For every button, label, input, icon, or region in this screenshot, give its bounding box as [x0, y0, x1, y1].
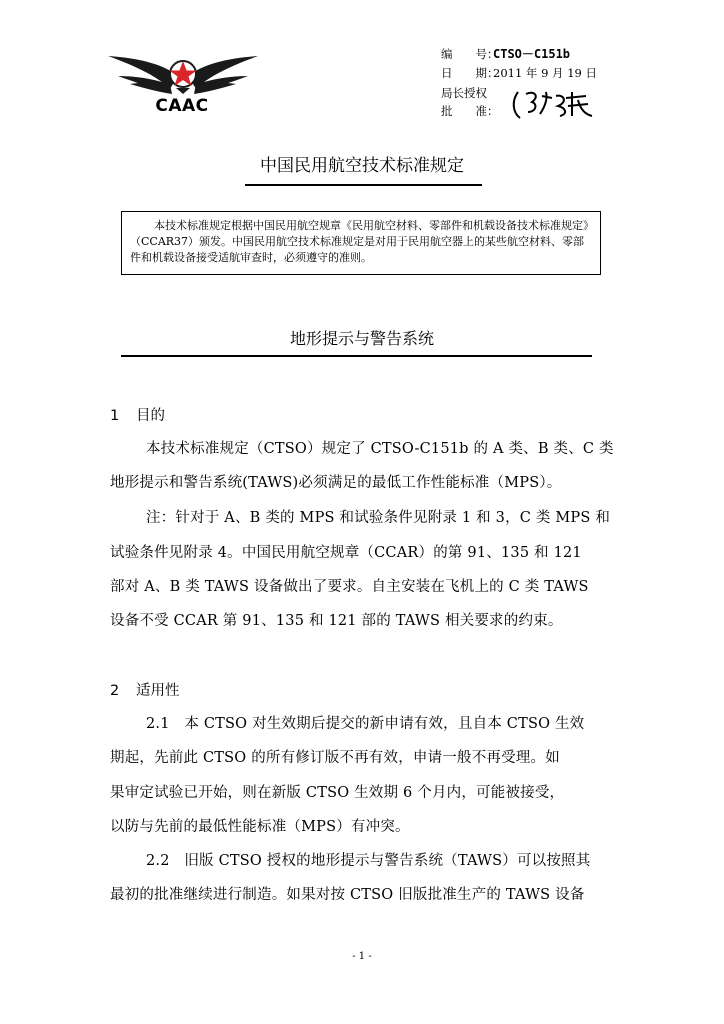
section-number: 1 [110, 408, 120, 424]
page-number: - 1 - [352, 951, 372, 962]
body-line: 试验条件见附录 4。中国民用航空规章（CCAR）的第 91、135 和 121 [110, 545, 582, 561]
body-line: 本技术标准规定（CTSO）规定了 CTSO-C151b 的 A 类、B 类、C 类 [146, 441, 614, 457]
section-number: 2 [110, 683, 120, 699]
section-title: 适用性 [136, 683, 180, 699]
body-line: 果审定试验已开始，则在新版 CTSO 生效期 6 个月内，可能被接受， [110, 785, 565, 801]
meta-label: 编 号： [441, 47, 499, 61]
meta-approval [441, 104, 499, 118]
meta-label: 局长授权 [441, 86, 487, 100]
meta-value: CTSO－C151b [493, 47, 571, 61]
body-line: 设备不受 CCAR 第 91、135 和 121 部的 TAWS 相关要求的约束。 [110, 613, 563, 629]
section-heading-2 [110, 679, 180, 700]
body-line: 期起，先前此 CTSO 的所有修订版不再有效，申请一般不再受理。如 [110, 750, 560, 766]
body-line: 注：针对于 A、B 类的 MPS 和试验条件见附录 1 和 3，C 类 MPS 和 [146, 510, 611, 526]
meta-date [441, 66, 597, 80]
document-subtitle: 地形提示与警告系统 [289, 329, 434, 348]
title-underline [245, 184, 482, 186]
handwritten-signature [508, 86, 598, 122]
notice-box: 本技术标准规定根据中国民用航空规章《民用航空材料、零部件和机载设备技术标准规定》（CCAR37）颁发。中国民用航空技术标准规定是对用于民用航空器上的某些航空材料、零部件和机载设备接受适航审查时，必须遵守的准则。 [121, 211, 601, 275]
logo-text: CAAC [155, 96, 209, 116]
body-line: 2.1 本 CTSO 对生效期后提交的新申请有效，且自本 CTSO 生效 [146, 716, 585, 732]
page-title: 中国民用航空技术标准规定 [260, 156, 464, 176]
body-line: 最初的批准继续进行制造。如果对按 CTSO 旧版批准生产的 TAWS 设备 [110, 887, 585, 903]
body-line: 部对 A、B 类 TAWS 设备做出了要求。自主安装在飞机上的 C 类 TAWS [110, 579, 589, 595]
meta-label: 日 期： [441, 66, 499, 80]
subtitle-underline [121, 355, 592, 357]
body-line: 地形提示和警告系统(TAWS)必须满足的最低工作性能标准（MPS）。 [110, 475, 562, 491]
meta-number [441, 47, 570, 61]
body-line: 以防与先前的最低性能标准（MPS）有冲突。 [110, 819, 410, 835]
meta-label: 批 准： [441, 104, 499, 118]
meta-value: 2011 年 9 月 19 日 [493, 66, 597, 80]
section-title: 目的 [136, 408, 165, 424]
section-heading-1 [110, 404, 165, 425]
body-line: 2.2 旧版 CTSO 授权的地形提示与警告系统（TAWS）可以按照其 [146, 853, 591, 869]
meta-authorization [441, 86, 487, 100]
